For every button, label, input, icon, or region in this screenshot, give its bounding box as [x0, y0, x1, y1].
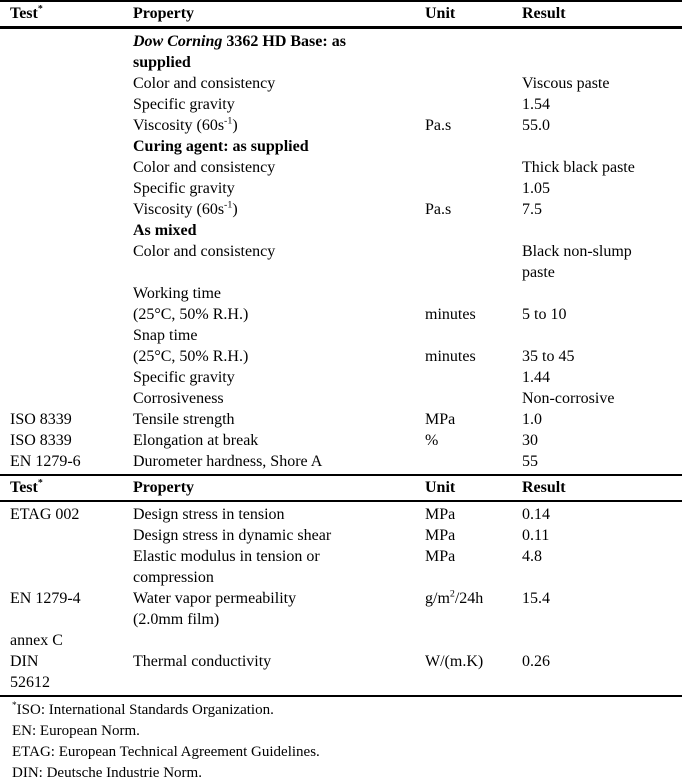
- properties-table-2: [0, 474, 682, 697]
- result-cell: [522, 367, 682, 388]
- unit-cell: [425, 367, 522, 388]
- cell-line: $g/m^2/24h$: [425, 588, 484, 607]
- cell-line: 30: [522, 432, 538, 449]
- property-cell: [133, 367, 425, 388]
- unit-cell: [425, 136, 522, 157]
- test-cell: [10, 136, 133, 157]
- cell-line: 0.14: [522, 506, 550, 523]
- cell-line: Black non-slump: [522, 243, 632, 260]
- table-row: [0, 115, 682, 136]
- result-cell: [522, 630, 682, 651]
- cell-line: Viscosity $(60s^{-1})$: [133, 199, 238, 218]
- property-cell: [133, 588, 425, 630]
- table-row: [0, 546, 682, 588]
- cell-line: 4.8: [522, 548, 542, 565]
- table-row: [0, 325, 682, 367]
- cell-line: (25°C, 50% R.H.): [133, 348, 249, 365]
- result-cell: [522, 241, 682, 283]
- cell-line: EN 1279-4: [10, 590, 81, 607]
- property-cell: [133, 136, 425, 157]
- property-cell: [133, 199, 425, 220]
- test-cell: [10, 157, 133, 178]
- cell-line: MPa: [425, 411, 456, 428]
- header-test-asterisk: *: [37, 3, 43, 15]
- cell-line: [522, 325, 676, 346]
- header-result-label: Result: [522, 5, 566, 22]
- cell-line: ISO 8339: [10, 432, 72, 449]
- cell-line: supplied: [133, 54, 191, 71]
- result-cell: [522, 651, 682, 693]
- cell-line: DIN: [10, 653, 39, 670]
- property-cell: [133, 630, 425, 651]
- cell-line: 1.05: [522, 180, 550, 197]
- table-header: [0, 0, 682, 29]
- cell-line: 7.5: [522, 201, 542, 218]
- test-cell: [10, 588, 133, 630]
- result-cell: [522, 504, 682, 525]
- cell-line: Elongation at break: [133, 432, 259, 449]
- test-cell: [10, 388, 133, 409]
- property-cell: [133, 525, 425, 546]
- result-cell: [522, 157, 682, 178]
- property-cell: [133, 325, 425, 367]
- result-cell: [522, 31, 682, 73]
- test-cell: [10, 504, 133, 525]
- cell-line: [425, 325, 516, 346]
- table-row: [0, 651, 682, 693]
- cell-line: [425, 283, 516, 304]
- property-cell: [133, 157, 425, 178]
- cell-line: Specific gravity: [133, 180, 235, 197]
- unit-cell: [425, 178, 522, 199]
- result-cell: [522, 325, 682, 367]
- result-cell: [522, 409, 682, 430]
- property-cell: [133, 388, 425, 409]
- unit-cell: [425, 409, 522, 430]
- test-cell: [10, 430, 133, 451]
- header-property-label: Property: [133, 5, 195, 22]
- cell-line: Color and consistency: [133, 159, 276, 176]
- cell-line: Corrosiveness: [133, 390, 224, 407]
- table-row: [0, 525, 682, 546]
- result-cell: [522, 73, 682, 94]
- cell-line: 1.44: [522, 369, 550, 386]
- table-row: [0, 178, 682, 199]
- cell-line: minutes: [425, 348, 476, 365]
- unit-cell: [425, 451, 522, 472]
- result-cell: [522, 546, 682, 588]
- test-cell: [10, 651, 133, 693]
- footnote: EN: European Norm.: [12, 723, 140, 739]
- cell-line: 0.11: [522, 527, 550, 544]
- table-header: [0, 474, 682, 502]
- unit-cell: [425, 283, 522, 325]
- cell-line: 5 to 10: [522, 306, 567, 323]
- result-cell: [522, 430, 682, 451]
- test-cell: [10, 630, 133, 651]
- footnote: ETAG: European Technical Agreement Guidelines.: [12, 744, 320, 760]
- footnote-asterisk: *: [12, 701, 17, 711]
- test-cell: [10, 525, 133, 546]
- cell-line: 1.54: [522, 96, 550, 113]
- cell-line: EN 1279-6: [10, 453, 81, 470]
- cell-line: ISO 8339: [10, 411, 72, 428]
- result-cell: [522, 388, 682, 409]
- header-property-label: Property: [133, 479, 195, 496]
- property-cell: [133, 651, 425, 693]
- header-test-cell: [10, 478, 133, 498]
- property-cell: [133, 115, 425, 136]
- table-row: [0, 283, 682, 325]
- header-test-label: Test: [10, 5, 38, 22]
- cell-line: Elastic modulus in tension or: [133, 548, 320, 565]
- table-body: [0, 29, 682, 474]
- cell-line: (25°C, 50% R.H.): [133, 306, 249, 323]
- unit-cell: [425, 546, 522, 588]
- cell-line: annex C: [10, 632, 63, 649]
- table-row: [0, 136, 682, 157]
- result-cell: [522, 588, 682, 630]
- unit-cell: [425, 588, 522, 630]
- table-row: [0, 504, 682, 525]
- cell-line: Specific gravity: [133, 96, 235, 113]
- unit-cell: [425, 241, 522, 283]
- table-row: [0, 630, 682, 651]
- table-row: [0, 73, 682, 94]
- unit-cell: [425, 94, 522, 115]
- header-unit-label: Unit: [425, 5, 456, 22]
- cell-line: 1.0: [522, 411, 542, 428]
- test-cell: [10, 31, 133, 73]
- test-cell: [10, 367, 133, 388]
- cell-line: Tensile strength: [133, 411, 235, 428]
- table-row: [0, 451, 682, 472]
- test-cell: [10, 241, 133, 283]
- cell-line: MPa: [425, 527, 456, 544]
- table-row: [0, 588, 682, 630]
- cell-line: Design stress in tension: [133, 506, 285, 523]
- result-cell: [522, 115, 682, 136]
- unit-cell: [425, 31, 522, 73]
- cell-line: Water vapor permeability: [133, 590, 297, 607]
- table-row: [0, 430, 682, 451]
- cell-line: Thermal conductivity: [133, 653, 272, 670]
- result-cell: [522, 283, 682, 325]
- table-row: [0, 199, 682, 220]
- unit-cell: [425, 220, 522, 241]
- property-cell: [133, 241, 425, 283]
- cell-line: Snap time: [133, 327, 198, 344]
- table-row: [0, 31, 682, 73]
- footnotes: [0, 697, 682, 777]
- table-row: [0, 388, 682, 409]
- cell-line: Curing agent: as supplied: [133, 138, 309, 155]
- table-row: [0, 157, 682, 178]
- footnote: *ISO: International Standards Organization.: [12, 701, 274, 718]
- cell-line: Design stress in dynamic shear: [133, 527, 332, 544]
- property-cell: [133, 31, 425, 73]
- cell-line: 52612: [10, 674, 50, 691]
- test-cell: [10, 220, 133, 241]
- table-row: [0, 94, 682, 115]
- header-test-asterisk: *: [37, 477, 43, 489]
- property-cell: [133, 430, 425, 451]
- test-cell: [10, 178, 133, 199]
- cell-line: Color and consistency: [133, 243, 276, 260]
- test-cell: [10, 409, 133, 430]
- cell-line: Non-corrosive: [522, 390, 615, 407]
- cell-line: paste: [522, 264, 555, 281]
- table-row: [0, 367, 682, 388]
- test-cell: [10, 451, 133, 472]
- cell-line: Dow Corning 3362 HD Base: as: [133, 33, 346, 50]
- unit-cell: [425, 199, 522, 220]
- test-cell: [10, 94, 133, 115]
- unit-cell: [425, 325, 522, 367]
- cell-line: 0.26: [522, 653, 550, 670]
- result-cell: [522, 220, 682, 241]
- unit-cell: [425, 73, 522, 94]
- cell-line: ETAG 002: [10, 506, 80, 523]
- cell-line: minutes: [425, 306, 476, 323]
- result-cell: [522, 136, 682, 157]
- unit-cell: [425, 430, 522, 451]
- test-cell: [10, 325, 133, 367]
- header-result-label: Result: [522, 479, 566, 496]
- cell-line: Working time: [133, 285, 222, 302]
- property-cell: [133, 220, 425, 241]
- cell-line: [522, 283, 676, 304]
- result-cell: [522, 178, 682, 199]
- property-cell: [133, 504, 425, 525]
- header-test-cell: [10, 4, 133, 24]
- cell-line: %: [425, 432, 439, 449]
- test-cell: [10, 283, 133, 325]
- table-row: [0, 409, 682, 430]
- cell-line: Viscous paste: [522, 75, 610, 92]
- result-cell: [522, 199, 682, 220]
- property-cell: [133, 409, 425, 430]
- cell-line: MPa: [425, 548, 456, 565]
- cell-line: Durometer hardness, Shore A: [133, 453, 323, 470]
- cell-line: Pa.s: [425, 117, 452, 134]
- table-row: [0, 241, 682, 283]
- cell-line: Color and consistency: [133, 75, 276, 92]
- test-cell: [10, 199, 133, 220]
- cell-line: 55.0: [522, 117, 550, 134]
- unit-cell: [425, 388, 522, 409]
- unit-cell: [425, 525, 522, 546]
- cell-line: compression: [133, 569, 214, 586]
- property-cell: [133, 546, 425, 588]
- property-cell: [133, 94, 425, 115]
- property-cell: [133, 451, 425, 472]
- table-body: [0, 502, 682, 697]
- unit-cell: [425, 157, 522, 178]
- test-cell: [10, 115, 133, 136]
- property-cell: [133, 283, 425, 325]
- cell-line: 15.4: [522, 590, 550, 607]
- test-cell: [10, 73, 133, 94]
- result-cell: [522, 451, 682, 472]
- table-row: [0, 220, 682, 241]
- cell-line: Pa.s: [425, 201, 452, 218]
- cell-line: 55: [522, 453, 538, 470]
- footnote: DIN: Deutsche Industrie Norm.: [12, 765, 202, 777]
- unit-cell: [425, 630, 522, 651]
- cell-line: W/(m.K): [425, 653, 484, 670]
- unit-cell: [425, 651, 522, 693]
- unit-cell: [425, 504, 522, 525]
- property-cell: [133, 73, 425, 94]
- test-cell: [10, 546, 133, 588]
- header-unit-label: Unit: [425, 479, 456, 496]
- cell-line: (2.0mm film): [133, 611, 220, 628]
- result-cell: [522, 94, 682, 115]
- cell-line: 35 to 45: [522, 348, 575, 365]
- header-test-label: Test: [10, 479, 38, 496]
- cell-line: As mixed: [133, 222, 197, 239]
- unit-cell: [425, 115, 522, 136]
- result-cell: [522, 525, 682, 546]
- cell-line: MPa: [425, 506, 456, 523]
- cell-line: Specific gravity: [133, 369, 235, 386]
- cell-line: Viscosity $(60s^{-1})$: [133, 115, 238, 134]
- property-cell: [133, 178, 425, 199]
- cell-line: Thick black paste: [522, 159, 635, 176]
